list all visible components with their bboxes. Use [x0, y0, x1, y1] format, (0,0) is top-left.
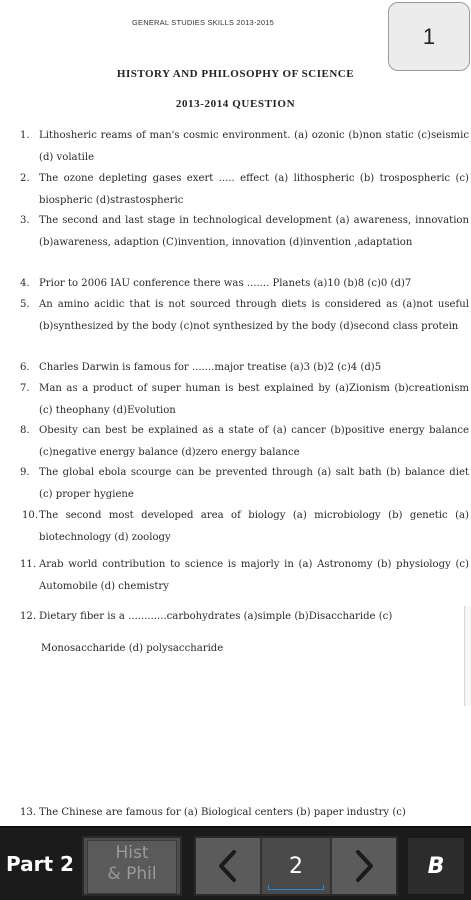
question-number: 9. — [20, 467, 30, 478]
question-item — [20, 378, 471, 421]
question-item — [20, 357, 471, 379]
question-text: The second most developed area of biology (a) microbiology (b) genetic (a) biotechnology (d) zoology — [39, 510, 469, 543]
chevron-right-icon — [353, 849, 375, 883]
question-item — [20, 420, 471, 463]
question-item — [20, 210, 471, 253]
question-text: Arab world contribution to science is majorly in (a) Astronomy (b) physiology (c) Automobile (d) chemistry — [39, 559, 469, 592]
question-item — [20, 462, 471, 505]
book-title-label: Hist & Phil — [87, 840, 177, 894]
running-head: GENERAL STUDIES SKILLS 2013-2015 — [132, 18, 275, 27]
question-text: The global ebola scourge can be prevented through (a) salt bath (b) balance diet (c) proper hygiene — [39, 467, 469, 500]
question-text: Charles Darwin is famous for .......major treatise (a)3 (b)2 (c)4 (d)5 — [39, 362, 382, 373]
question-item — [20, 802, 471, 824]
next-page-button[interactable] — [330, 838, 396, 894]
question-item — [20, 294, 471, 337]
page-header — [0, 18, 471, 49]
question-text: The second and last stage in technological development (a) awareness, innovation (b)awareness, adaption (C)invention, innovation (d)invention ,adaptation — [39, 215, 469, 248]
bottom-toolbar — [0, 826, 471, 900]
question-text: Man as a product of super human is best explained by (a)Zionism (b)creationism (c) theophany (d)Evolution — [39, 383, 469, 416]
question-item — [20, 606, 471, 628]
bold-toggle-button[interactable]: B — [406, 836, 466, 896]
question-text: Dietary fiber is a ............carbohydrates (a)simple (b)Disaccharide (c) — [39, 611, 393, 622]
question-item — [20, 554, 471, 597]
question-item — [20, 505, 471, 548]
question-number: 3. — [20, 215, 30, 226]
book-title-button[interactable] — [82, 836, 182, 896]
page-edge-shadow — [464, 606, 471, 706]
question-number: 13. — [20, 807, 37, 818]
page-navigator — [194, 836, 398, 896]
question-number: 4. — [20, 278, 30, 289]
question-text: Prior to 2006 IAU conference there was ....... Planets (a)10 (b)8 (c)0 (d)7 — [39, 278, 412, 289]
question-text: The ozone depleting gases exert ..... effect (a) lithospheric (b) trospospheric (c) biospheric (d)strastospheric — [39, 173, 469, 206]
question-number: 2. — [20, 173, 30, 184]
page-number-badge[interactable]: 1 — [388, 2, 470, 71]
question-number: 8. — [20, 425, 30, 436]
question-number: 11. — [20, 559, 37, 570]
question-text: An amino acidic that is not sourced through diets is considered as (a)not useful (b)synthesized by the body (c)not synthesized by the body (d)second class protein — [39, 299, 469, 332]
question-text: Lithosheric reams of man's cosmic environment. (a) ozonic (b)non static (c)seismic (d) volatile — [39, 130, 469, 163]
part-label[interactable]: Part 2 — [6, 852, 74, 876]
page-number-input[interactable]: 2 — [264, 838, 328, 894]
question-number: 7. — [20, 383, 30, 394]
question-item — [20, 273, 471, 295]
document-subtitle: 2013-2014 QUESTION — [175, 98, 296, 110]
question-number: 12. — [20, 611, 37, 622]
question-text-continuation: Monosaccharide (d) polysaccharide — [41, 643, 224, 654]
question-item — [20, 168, 471, 211]
question-number: 6. — [20, 362, 30, 373]
chevron-left-icon — [217, 849, 239, 883]
question-number: 1. — [20, 130, 30, 141]
question-number: 5. — [20, 299, 30, 310]
previous-page-button[interactable] — [196, 838, 262, 894]
question-text: The Chinese are famous for (a) Biological centers (b) paper industry (c) — [39, 807, 406, 818]
question-item — [20, 125, 471, 168]
question-number: 10. — [22, 510, 39, 521]
document-title: HISTORY AND PHILOSOPHY OF SCIENCE — [116, 68, 355, 80]
question-text: Obesity can best be explained as a state of (a) cancer (b)positive energy balance (c)negative energy balance (d)zero energy balance — [39, 425, 469, 458]
